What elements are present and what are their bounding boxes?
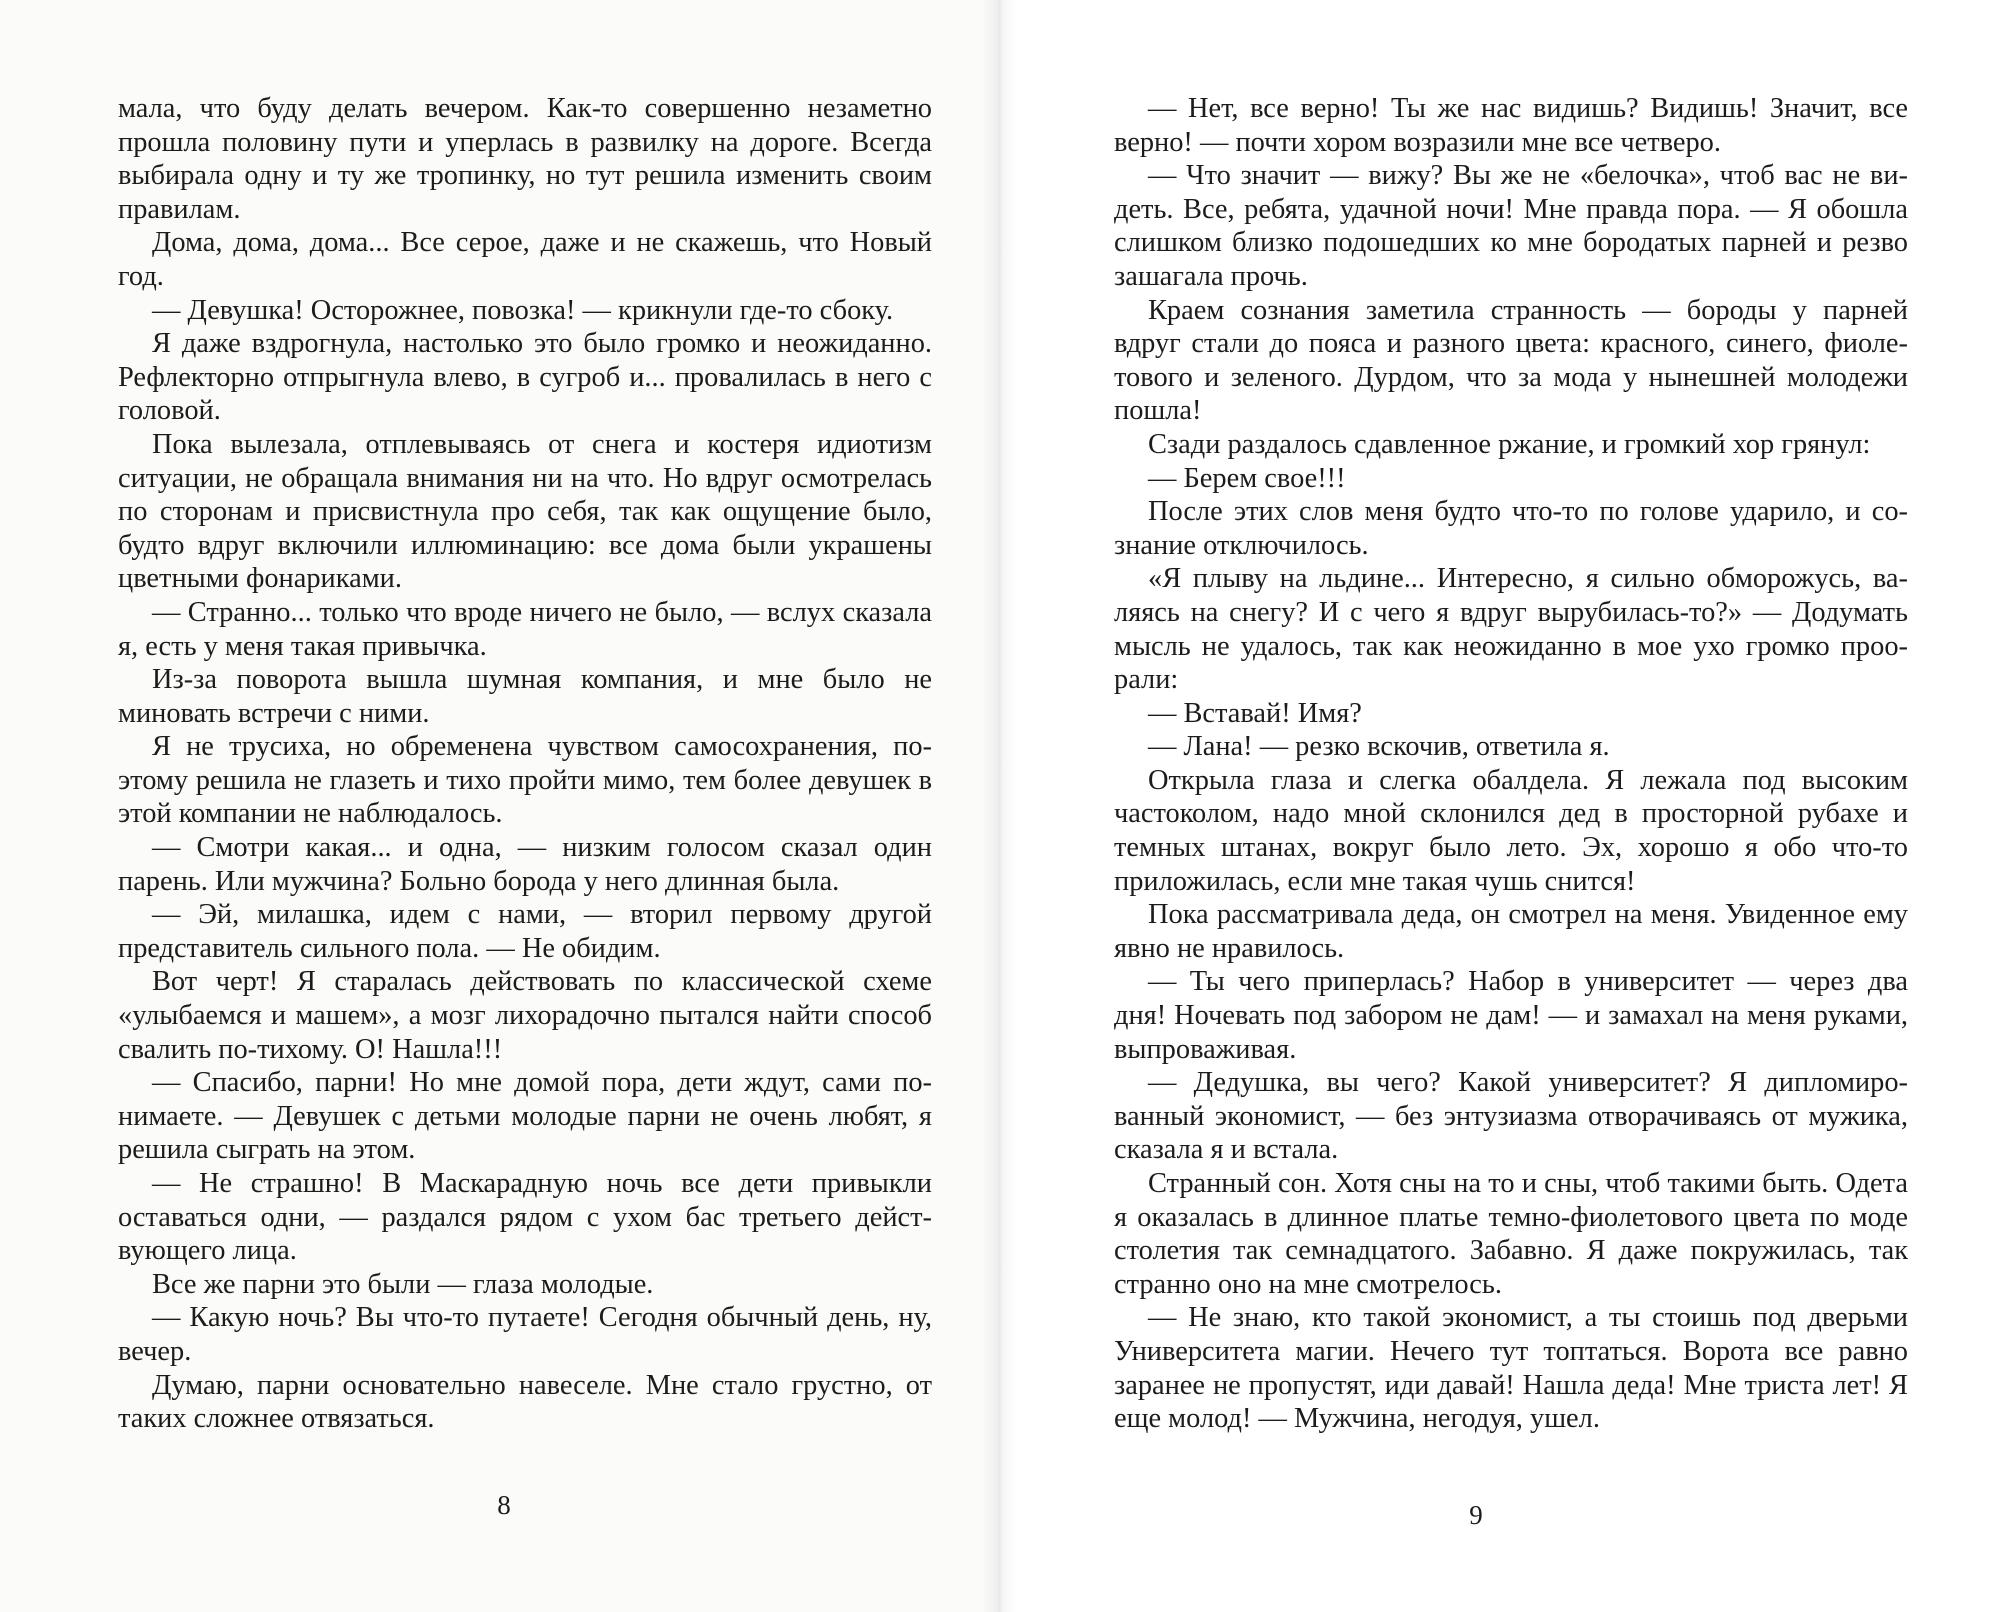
paragraph: Краем сознания заметила странность — бороды у парней вдруг стали до пояса и разного цвета: красного, синего, фиолетового и зеленого. Дурдом, что за мода у нынешней молодежи пошла! [1114,294,1908,427]
paragraph: — Нет, все верно! Ты же нас видишь? Видишь! Значит, все верно! — почти хором возразили мне все четверо. [1114,93,1908,158]
paragraph: Открыла глаза и слегка обалдела. Я лежала под высоким частоколом, надо мной склонился дед в просторной рубахе и темных штанах, вокруг было лето. Эх, хорошо я обо что-то приложилась, если мне такая чушь снится! [1114,764,1908,897]
paragraph: — Девушка! Осторожнее, повозка! — крикнули где-то сбоку. [152,294,894,326]
paragraph: — Вставай! Имя? [1148,697,1362,729]
paragraph: Я не трусиха, но обременена чувством самосохранения, поэтому решила не глазеть и тихо пройти мимо, тем более девушек в этой компании не наблюдалось. [118,731,932,830]
paragraph: Дома, дома, дома... Все серое, даже и не скажешь, что Новый год. [118,227,932,292]
paragraph: — Что значит — вижу? Вы же не «белочка», чтоб вас не видеть. Все, ребята, удачной ночи! Мне правда пора. — Я обошла слишком близко подошедших ко мне бородатых парней и резво зашагала прочь. [1114,160,1908,292]
paragraph: Пока рассматривала деда, он смотрел на меня. Увиденное ему явно не нравилось. [1114,899,1908,964]
left-page-text [118,92,932,1436]
paragraph: — Смотри какая... и одна, — низким голосом сказал один парень. Или мужчина? Больно борода у него длинная была. [118,832,932,897]
paragraph: — Спасибо, парни! Но мне домой пора, дети ждут, сами понимаете. — Девушек с детьми молодые парни не очень любят, я решила сыграть на этом. [118,1067,932,1166]
paragraph: Пока вылезала, отплевываясь от снега и костеря идиотизм ситуации, не обращала внимания ни на что. Но вдруг осмотрелась по сторонам и присвистнула про себя, так как ощущение было, будто вдруг включили иллюминацию: все дома были украшены цветными фонариками. [118,428,932,595]
paragraph: Из-за поворота вышла шумная компания, и мне было не миновать встречи с ними. [118,664,932,729]
right-page [1000,0,2000,1612]
paragraph: — Эй, милашка, идем с нами, — вторил первому другой представитель сильного пола. — Не обидим. [118,899,932,964]
book-gutter [982,0,1018,1612]
paragraph: — Лана! — резко вскочив, ответила я. [1148,731,1610,763]
right-page-text [1114,92,1908,1436]
paragraph: — Не знаю, кто такой экономист, а ты стоишь под дверьми Университета магии. Нечего тут топтаться. Ворота все равно заранее не пропустят, иди давай! Нашла деда! Мне триста лет! Я еще молод! — Мужчина, негодуя, ушел. [1114,1302,1908,1435]
page-number-left: 8 [497,1490,511,1520]
paragraph: Думаю, парни основательно навеселе. Мне стало грустно, от таких сложнее отвязаться. [118,1369,932,1435]
paragraph: Сзади раздалось сдавленное ржание, и громкий хор грянул: [1148,428,1871,460]
paragraph: — Какую ночь? Вы что-то путаете! Сегодня обычный день, ну, вечер. [118,1302,932,1367]
paragraph: «Я плыву на льдине... Интересно, я сильно обморожусь, валяясь на снегу? И с чего я вдруг вырубилась-то?» — Додумать мысль не удалось, так как неожиданно в мое ухо громко проорали: [1114,563,1908,696]
paragraph: — Странно... только что вроде ничего не было, — вслух сказала я, есть у меня такая привычка. [118,596,932,662]
paragraph: — Дедушка, вы чего? Какой университет? Я дипломированный экономист, — без энтузиазма отворачиваясь от мужика, сказала я и встала. [1114,1067,1908,1166]
page-number-right: 9 [1469,1500,1483,1530]
paragraph: Вот черт! Я старалась действовать по классической схеме «улыбаемся и машем», а мозг лихорадочно пытался найти способ свалить по-тихому. О! Нашла!!! [118,966,932,1065]
paragraph: мала, что буду делать вечером. Как-то совершенно незаметно прошла половину пути и уперлась в развилку на дороге. Всегда выбирала одну и ту же тропинку, но тут решила изменить своим правилам. [118,93,932,225]
paragraph: Все же парни это были — глаза молодые. [152,1268,654,1300]
paragraph: — Берем свое!!! [1148,462,1346,494]
paragraph: — Не страшно! В Маскарадную ночь все дети привыкли оставаться одни, — раздался рядом с ухом бас третьего действующего лица. [118,1168,932,1267]
paragraph: — Ты чего приперлась? Набор в университет — через два дня! Ночевать под забором не дам! — и замахал на меня руками, выпроваживая. [1114,966,1908,1065]
paragraph: После этих слов меня будто что-то по голове ударило, и сознание отключилось. [1114,496,1908,561]
paragraph: Я даже вздрогнула, настолько это было громко и неожиданно. Рефлекторно отпрыгнула влево, в сугроб и... провалилась в него с головой. [118,328,932,427]
paragraph: Странный сон. Хотя сны на то и сны, чтоб такими быть. Одета я оказалась в длинное платье темно-фиолетового цвета по моде столетия так семнадцатого. Забавно. Я даже покружилась, так странно оно на мне смотрелось. [1114,1168,1908,1300]
